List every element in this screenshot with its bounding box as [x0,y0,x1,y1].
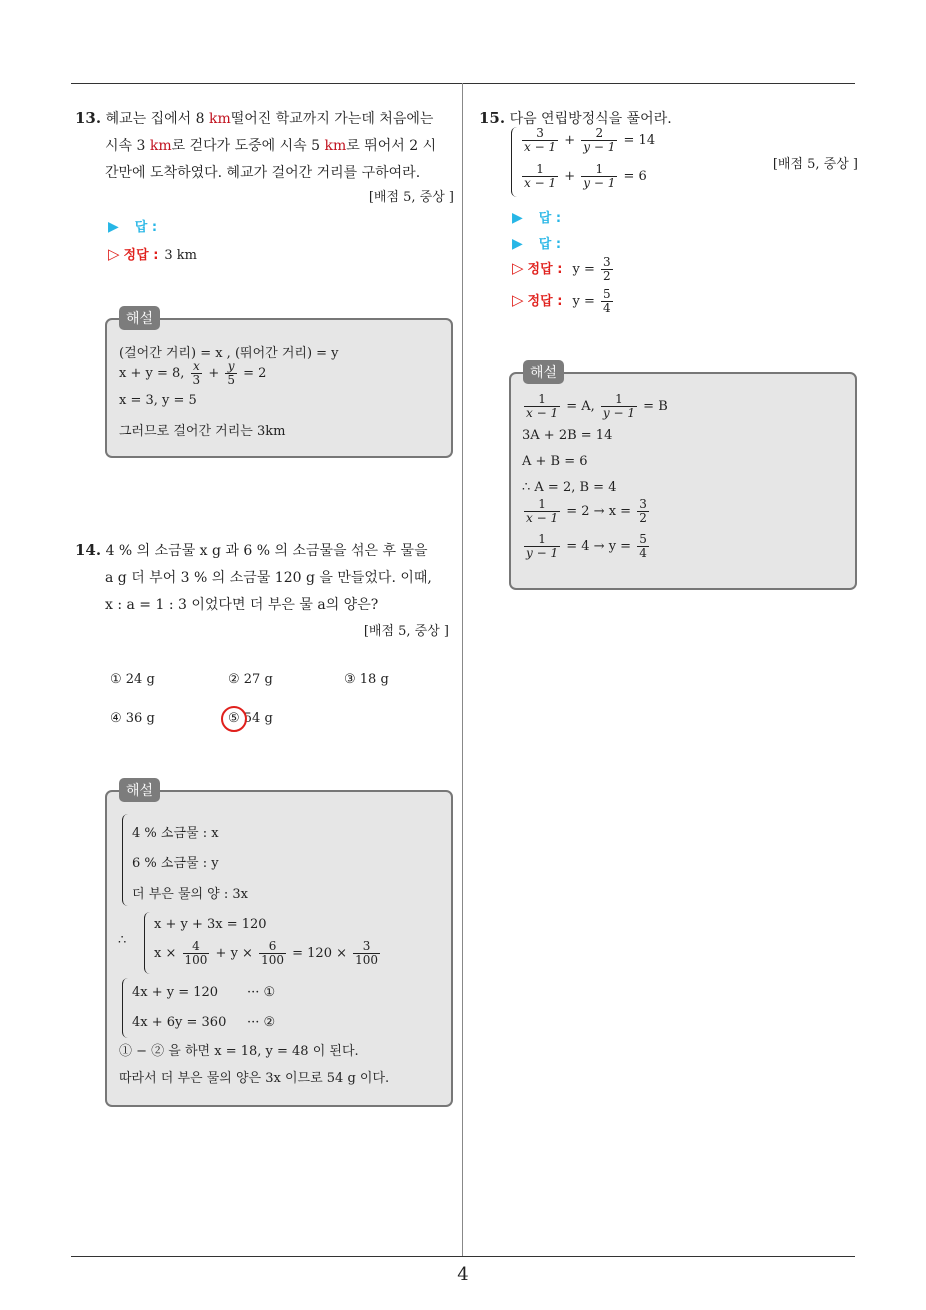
q14-explain-line1: ① − ② 을 하면 x = 18, y = 48 이 된다. [119,1044,359,1059]
choice-2[interactable]: ② 27 g [228,672,273,687]
q14-sys1-line1: 4 % 소금물 : x [132,826,219,841]
filled-triangle-icon: ▶ [108,219,119,235]
q14-sys1-line3: 더 부은 물의 양 : 3x [132,887,248,902]
q15-explain-l3: A + B = 6 [522,454,588,469]
choice-4[interactable]: ④ 36 g [110,711,155,726]
q13-explanation-tag: 해설 [119,306,160,330]
choice-3[interactable]: ③ 18 g [344,672,389,687]
q13-correct-row: ▷ 정답 : 3 km [108,245,197,263]
page-number: 4 [457,1264,469,1285]
q13-explain-line1: (걸어간 거리) = x , (뛰어간 거리) = y [119,346,339,361]
q15-number: 15. [479,109,506,127]
column-divider [462,83,463,1256]
brace-icon [122,978,129,1038]
selected-answer-circle-icon [221,706,247,732]
q14-points: [배점 5, 중상 ] [363,624,449,639]
brace-icon [122,814,129,906]
q14-eq2: x × $\frac{4}{100}$ + y × $\frac{6}{100}$ = 120 × $\frac{3}{100}$ [154,939,379,967]
q15-explain-l2: 3A + 2B = 14 [522,428,613,443]
q15-explain-l1: $\frac{1}{x - 1}$ = A, $\frac{1}{y - 1}$ = B [526,392,668,420]
choice-1[interactable]: ① 24 g [110,672,155,687]
q14-sys3-line2: 4x + 6y = 360 ··· ② [132,1015,276,1030]
q15-explain-l4: ∴ A = 2, B = 4 [522,480,617,495]
q15-system-row2: $\frac{1}{x - 1}$ + $\frac{1}{y - 1}$ = 6 [524,162,647,190]
q13-explain-line3: x = 3, y = 5 [119,393,197,408]
q15-correct-row-1: ▷ 정답 : y = $\frac{3}{2}$ [512,255,611,283]
outline-triangle-icon: ▷ [512,259,524,277]
q13-explain-line4: 그러므로 걸어간 거리는 3km [119,424,286,439]
therefore-symbol: ∴ [118,933,127,948]
q13-question: 13. 혜교는 집에서 8 km떨어진 학교까지 가는데 처음에는 시속 3 km로 걷다가 도중에 시속 5 km로 뛰어서 2 시 간만에 도착하였다. 혜교가 걸어간 거리를 구하여라. [75,109,437,181]
q14-sys1-line2: 6 % 소금물 : y [132,856,219,871]
q13-number: 13. [75,109,102,127]
choice-5[interactable]: ⑤ 54 g [228,711,273,726]
filled-triangle-icon: ▶ [512,236,523,252]
q13-points: [배점 5, 중상 ] [368,190,454,205]
outline-triangle-icon: ▷ [108,245,120,263]
header-rule [71,83,855,84]
q14-explanation-tag: 해설 [119,778,160,802]
q15-explain-l5: $\frac{1}{x - 1}$ = 2 → x = $\frac{3}{2}$ [526,497,647,525]
q13-explain-line2: x + y = 8, $\frac{x}{3}$ + $\frac{y}{5}$ = 2 [119,359,267,387]
footer-rule [71,1256,855,1257]
q15-explanation-tag: 해설 [523,360,564,384]
q13-correct-value: 3 km [164,248,197,263]
q13-answer-row[interactable]: ▶ 답 : [108,219,158,235]
q15-answer-row-1[interactable]: ▶ 답 : [512,210,562,226]
q15-answer-row-2[interactable]: ▶ 답 : [512,236,562,252]
q15-correct-row-2: ▷ 정답 : y = $\frac{5}{4}$ [512,287,611,315]
q14-question: 14. 4 % 의 소금물 x g 과 6 % 의 소금물을 섞은 후 물을 a g 더 부어 3 % 의 소금물 120 g 을 만들었다. 이때, x : a = 1 : 3 이었다면 더 부은 물 a의 양은? [75,541,432,613]
q14-explain-line2: 따라서 더 부은 물의 양은 3x 이므로 54 g 이다. [119,1071,390,1086]
q15-system-row1: $\frac{3}{x - 1}$ + $\frac{2}{y - 1}$ = 14 [524,126,656,154]
q14-sys3-line1: 4x + y = 120 ··· ① [132,985,276,1000]
q15-question: 15. 다음 연립방정식을 풀어라. [479,109,672,127]
q15-explain-l6: $\frac{1}{y - 1}$ = 4 → y = $\frac{5}{4}$ [526,532,647,560]
q14-eq1: x + y + 3x = 120 [154,917,267,932]
outline-triangle-icon: ▷ [512,291,524,309]
filled-triangle-icon: ▶ [512,210,523,226]
q15-points: [배점 5, 중상 ] [772,157,858,172]
brace-icon [511,127,518,197]
brace-icon [144,912,151,974]
q14-number: 14. [75,541,102,559]
